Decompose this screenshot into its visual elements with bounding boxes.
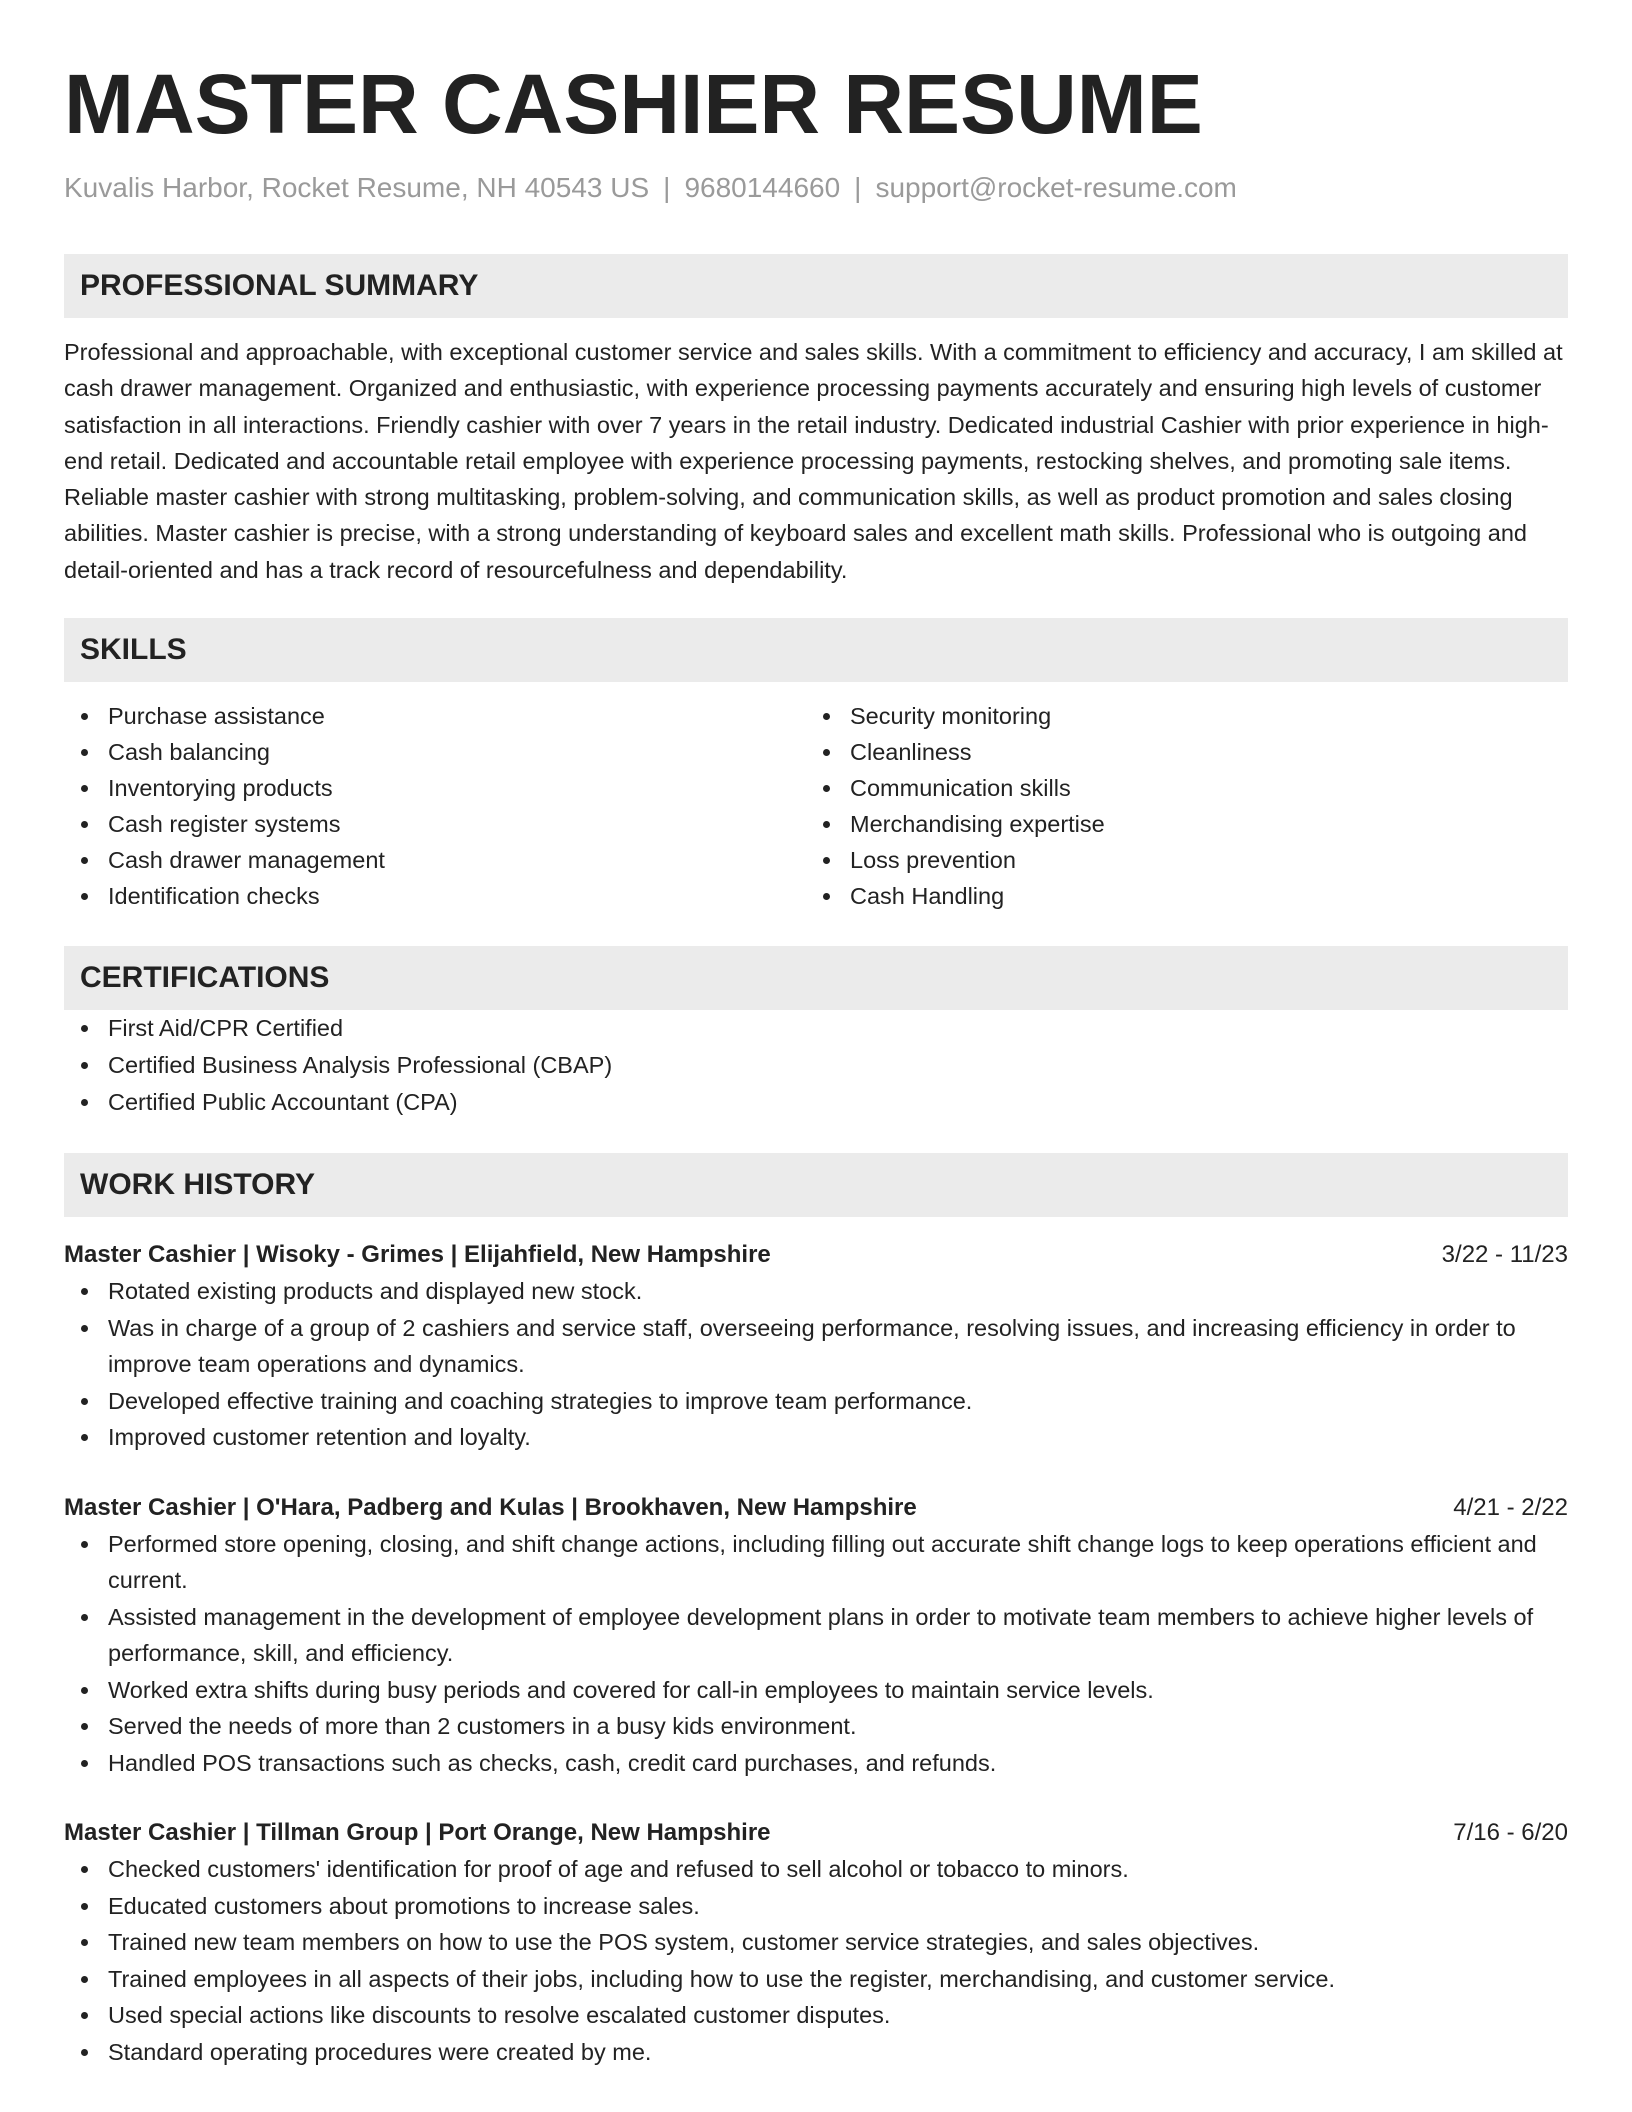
section-heading: SKILLS bbox=[80, 633, 187, 667]
section-header-work-history bbox=[64, 1153, 1568, 1217]
skill-item: Cash register systems bbox=[64, 806, 806, 842]
contact-separator: | bbox=[663, 172, 671, 203]
certification-item: First Aid/CPR Certified bbox=[64, 1010, 1568, 1047]
contact-separator: | bbox=[854, 172, 862, 203]
job-entry bbox=[64, 1815, 1568, 2070]
job-bullet-list bbox=[64, 1526, 1568, 1782]
job-bullet: Used special actions like discounts to resolve escalated customer disputes. bbox=[64, 1997, 1568, 2034]
section-heading: PROFESSIONAL SUMMARY bbox=[80, 269, 479, 302]
job-dates: 3/22 - 11/23 bbox=[1441, 1241, 1568, 1269]
job-bullet: Trained employees in all aspects of their jobs, including how to use the register, merchandising, and customer service. bbox=[64, 1961, 1568, 1998]
certifications-list bbox=[64, 1010, 1568, 1121]
skill-item: Cleanliness bbox=[806, 734, 1548, 770]
job-bullet: Trained new team members on how to use the POS system, customer service strategies, and sales objectives. bbox=[64, 1924, 1568, 1961]
job-bullet: Rotated existing products and displayed new stock. bbox=[64, 1273, 1568, 1310]
contact-phone: 9680144660 bbox=[684, 172, 841, 203]
skill-item: Identification checks bbox=[64, 878, 806, 914]
job-entry bbox=[64, 1490, 1568, 1782]
skills-column-right bbox=[806, 698, 1548, 914]
summary-paragraph: Professional and approachable, with exceptional customer service and sales skills. With a commitment to efficiency and accuracy, I am skilled at cash drawer management. Organized and enthusiastic, with experience processing payments accurately and ensuring high levels of customer satisfaction in all interactions. Friendly cashier with over 7 years in the retail industry. Dedicated industrial Cashier with prior experience in high-end retail. Dedicated and accountable retail employee with experience processing payments, restocking shelves, and promoting sale items. Reliable master cashier with strong multitasking, problem-solving, and communication skills, as well as product promotion and sales closing abilities. Master cashier is precise, with a strong understanding of keyboard sales and excellent math skills. Professional who is outgoing and detail-oriented and has a track record of resourcefulness and dependability. bbox=[64, 339, 1563, 583]
skills-column-left bbox=[64, 698, 806, 914]
job-bullet: Performed store opening, closing, and shift change actions, including filling out accurate shift change logs to keep operations efficient and current. bbox=[64, 1526, 1568, 1599]
contact-line bbox=[64, 170, 1568, 206]
job-title: Master Cashier | Tillman Group | Port Orange, New Hampshire bbox=[64, 1819, 771, 1847]
job-dates: 7/16 - 6/20 bbox=[1453, 1819, 1568, 1847]
skill-item: Purchase assistance bbox=[64, 698, 806, 734]
skill-item: Merchandising expertise bbox=[806, 806, 1548, 842]
skills-list bbox=[806, 698, 1548, 914]
contact-email: support@rocket-resume.com bbox=[875, 172, 1237, 203]
job-header bbox=[64, 1237, 1568, 1273]
job-bullet-list bbox=[64, 1851, 1568, 2070]
section-header-summary bbox=[64, 254, 1568, 318]
skill-item: Inventorying products bbox=[64, 770, 806, 806]
skill-item: Cash balancing bbox=[64, 734, 806, 770]
resume-title: MASTER CASHIER RESUME bbox=[64, 57, 1203, 151]
job-bullet-list bbox=[64, 1273, 1568, 1456]
skill-item: Cash drawer management bbox=[64, 842, 806, 878]
job-bullet: Was in charge of a group of 2 cashiers and service staff, overseeing performance, resolving issues, and increasing efficiency in order to improve team operations and dynamics. bbox=[64, 1310, 1568, 1383]
section-heading: CERTIFICATIONS bbox=[80, 961, 330, 995]
job-bullet: Served the needs of more than 2 customers in a busy kids environment. bbox=[64, 1708, 1568, 1745]
skills-list bbox=[64, 698, 806, 914]
job-bullet: Checked customers' identification for proof of age and refused to sell alcohol or tobacco to minors. bbox=[64, 1851, 1568, 1888]
job-header bbox=[64, 1490, 1568, 1526]
skills-grid bbox=[64, 698, 1568, 914]
job-bullet: Worked extra shifts during busy periods and covered for call-in employees to maintain service levels. bbox=[64, 1672, 1568, 1709]
skill-item: Loss prevention bbox=[806, 842, 1548, 878]
job-title: Master Cashier | Wisoky - Grimes | Elijahfield, New Hampshire bbox=[64, 1241, 771, 1269]
skill-item: Communication skills bbox=[806, 770, 1548, 806]
job-bullet: Assisted management in the development of employee development plans in order to motivate team members to achieve higher levels of performance, skill, and efficiency. bbox=[64, 1599, 1568, 1672]
contact-address: Kuvalis Harbor, Rocket Resume, NH 40543 US bbox=[64, 172, 650, 203]
job-bullet: Handled POS transactions such as checks, cash, credit card purchases, and refunds. bbox=[64, 1745, 1568, 1782]
job-header bbox=[64, 1815, 1568, 1851]
job-title: Master Cashier | O'Hara, Padberg and Kulas | Brookhaven, New Hampshire bbox=[64, 1493, 917, 1521]
job-entry bbox=[64, 1237, 1568, 1456]
section-header-certifications bbox=[64, 946, 1568, 1010]
section-header-skills bbox=[64, 618, 1568, 682]
skill-item: Cash Handling bbox=[806, 878, 1548, 914]
job-bullet: Improved customer retention and loyalty. bbox=[64, 1419, 1568, 1456]
job-bullet: Standard operating procedures were created by me. bbox=[64, 2034, 1568, 2071]
skill-item: Security monitoring bbox=[806, 698, 1548, 734]
certification-item: Certified Business Analysis Professional (CBAP) bbox=[64, 1047, 1568, 1084]
job-bullet: Educated customers about promotions to increase sales. bbox=[64, 1888, 1568, 1925]
section-heading: WORK HISTORY bbox=[80, 1168, 316, 1202]
job-bullet: Developed effective training and coaching strategies to improve team performance. bbox=[64, 1383, 1568, 1420]
resume-page bbox=[64, 0, 1568, 2070]
job-dates: 4/21 - 2/22 bbox=[1453, 1493, 1568, 1521]
certification-item: Certified Public Accountant (CPA) bbox=[64, 1084, 1568, 1121]
